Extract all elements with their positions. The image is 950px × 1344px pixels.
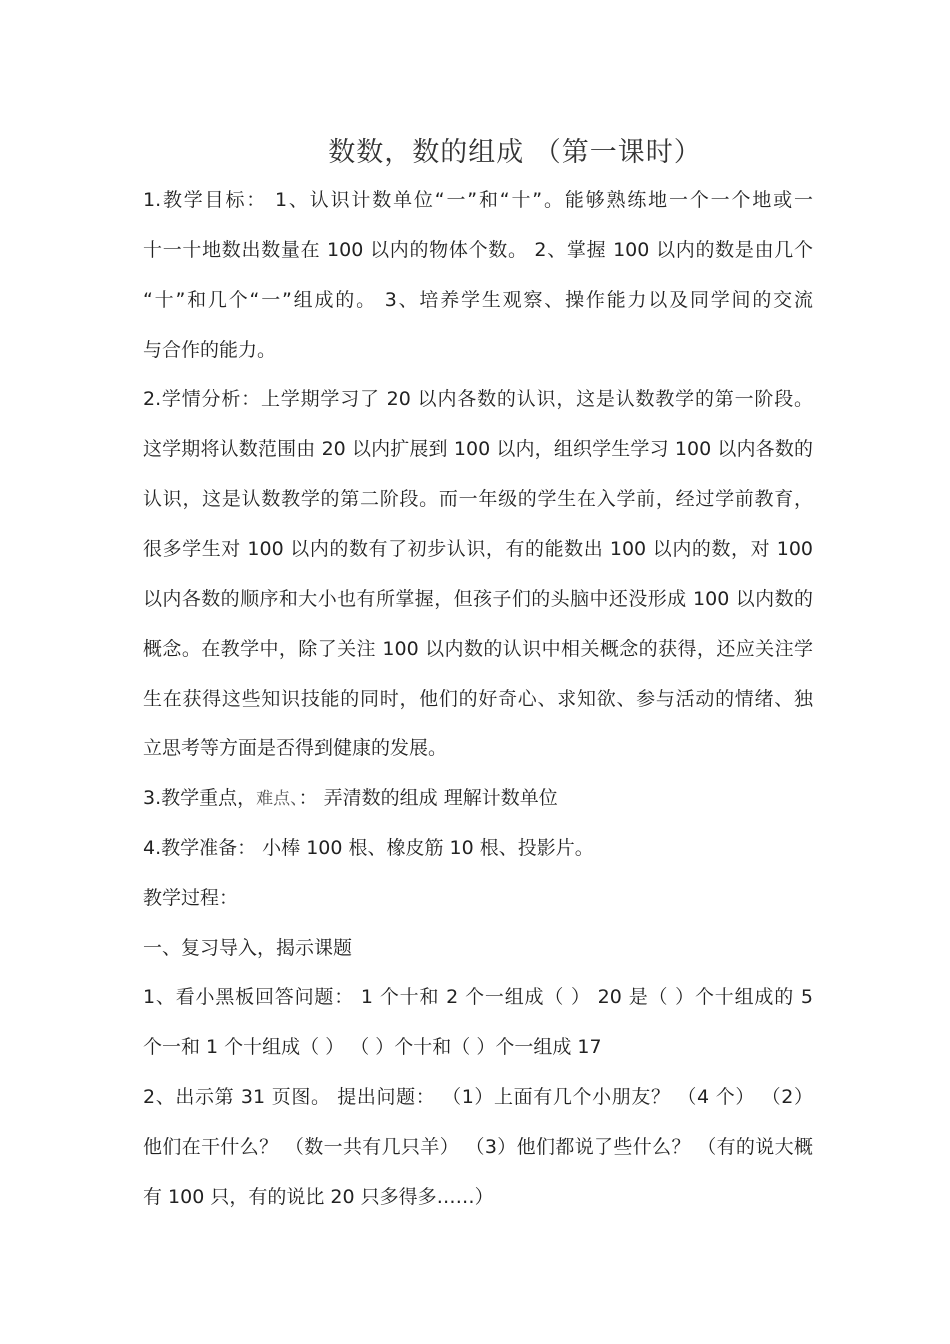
paragraph-line: 2.学情分析：上学期学习了 20 以内各数的认识，这是认数教学的第一阶段。 — [143, 388, 813, 410]
paragraph-line: 4.教学准备： 小棒 100 根、橡皮筋 10 根、投影片。 — [143, 837, 594, 859]
paragraph-line: 1.教学目标： 1、认识计数单位“一”和“十”。能够熟练地一个一个地或一 — [143, 189, 813, 211]
key-points-prefix: 3.教学重点， — [143, 787, 257, 809]
paragraph-line: 很多学生对 100 以内的数有了初步认识，有的能数出 100 以内的数，对 100 — [143, 538, 813, 560]
key-points-mark: 难点、 — [256, 789, 299, 809]
paragraph-line: 2、出示第 31 页图。 提出问题： （1）上面有几个小朋友？ （4 个） （2） — [143, 1086, 813, 1108]
paragraph-line: 1、看小黑板回答问题： 1 个十和 2 个一组成（ ） 20 是（ ）个十组成的 5 — [143, 986, 813, 1008]
document-title: 数数，数的组成 （第一课时） — [328, 137, 702, 168]
paragraph-line: 有 100 只，有的说比 20 只多得多……） — [143, 1186, 494, 1208]
key-points-line — [143, 785, 813, 812]
paragraph-line: 立思考等方面是否得到健康的发展。 — [143, 737, 448, 759]
paragraph-line: “十”和几个“一”组成的。 3、培养学生观察、操作能力以及同学间的交流 — [143, 289, 813, 311]
paragraph-line: 他们在干什么？ （数一共有几只羊） （3）他们都说了些什么？ （有的说大概 — [143, 1136, 813, 1158]
paragraph-line: 以内各数的顺序和大小也有所掌握，但孩子们的头脑中还没形成 100 以内数的 — [143, 588, 813, 610]
paragraph-line: 概念。在教学中，除了关注 100 以内数的认识中相关概念的获得，还应关注学 — [143, 638, 813, 660]
paragraph-line: 生在获得这些知识技能的同时，他们的好奇心、求知欲、参与活动的情绪、独 — [143, 688, 813, 710]
paragraph-line: 认识，这是认数教学的第二阶段。而一年级的学生在入学前，经过学前教育， — [143, 488, 813, 510]
key-points-suffix: ： 弄清数的组成 理解计数单位 — [298, 787, 558, 809]
paragraph-line: 这学期将认数范围由 20 以内扩展到 100 以内，组织学生学习 100 以内各数的 — [143, 438, 813, 460]
paragraph-line: 十一十地数出数量在 100 以内的物体个数。 2、掌握 100 以内的数是由几个 — [143, 239, 813, 261]
paragraph-line: 个一和 1 个十组成（ ） （ ）个十和（ ）个一组成 17 — [143, 1036, 602, 1058]
section-heading: 教学过程： — [143, 887, 239, 909]
paragraph-line: 与合作的能力。 — [143, 339, 277, 361]
section-heading: 一、复习导入，揭示课题 — [143, 937, 353, 959]
